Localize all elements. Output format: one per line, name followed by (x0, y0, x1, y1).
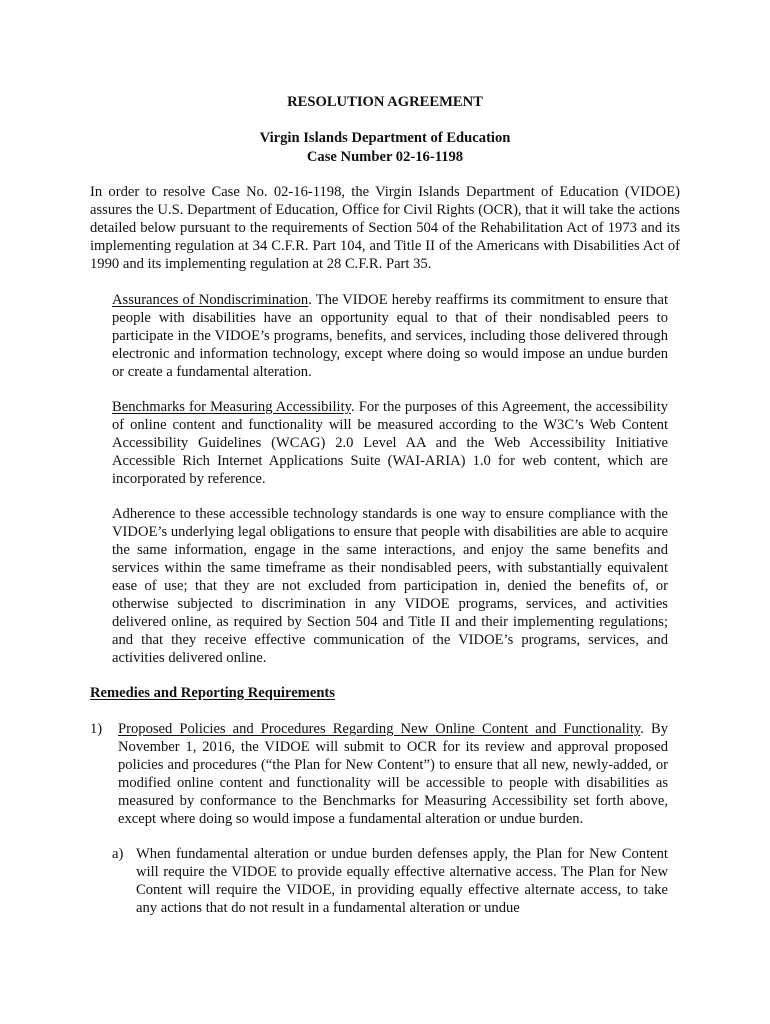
item-a-marker: a) (112, 846, 124, 862)
assurances-paragraph (112, 291, 668, 381)
adherence-paragraph: Adherence to these accessible technology standards is one way to ensure compliance with the VIDOE’s underlying legal obligations to ensure that people with disabilities are able to acquire the same information, engage in the same interactions, and enjoy the same benefits and services within the same timeframe as their nondisabled peers, with substantially equivalent ease of use; that they are not excluded from participation in, denied the benefits of, or otherwise subjected to discrimination in any VIDOE programs, services, and activities delivered online, as required by Section 504 and Title II and their implementing regulations; and that they receive effective communication of the VIDOE’s programs, services, and activities delivered online. (112, 506, 668, 666)
benchmarks-heading: Benchmarks for Measuring Accessibility (112, 399, 351, 415)
remedies-section-heading: Remedies and Reporting Requirements (90, 685, 335, 701)
document-subtitle-agency: Virgin Islands Department of Education (259, 130, 511, 146)
item-1-marker: 1) (90, 721, 103, 737)
item-1-heading: Proposed Policies and Procedures Regarding New Online Content and Functionality (118, 721, 641, 737)
assurances-text: . The VIDOE hereby reaffirms its commitment to ensure that people with disabilities have an opportunity equal to that of their nondisabled peers to participate in the VIDOE’s programs, benefits, and services, including those delivered through electronic and information technology, except where doing so would impose an undue burden or create a fundamental alteration. (112, 292, 668, 380)
assurances-heading: Assurances of Nondiscrimination (112, 292, 309, 308)
document-subtitle-case: Case Number 02-16-1198 (306, 149, 464, 165)
document-title: RESOLUTION AGREEMENT (287, 94, 483, 110)
item-1-text: . By November 1, 2016, the VIDOE will submit to OCR for its review and approval proposed policies and procedures (“the Plan for New Content”) to ensure that all new, newly-added, or modified online content and functionality will be accessible to people with disabilities as measured by conformance to the Benchmarks for Measuring Accessibility set forth above, except where doing so would impose a fundamental alteration or undue burden. (118, 721, 668, 827)
intro-paragraph: In order to resolve Case No. 02-16-1198, the Virgin Islands Department of Education (VIDOE) assures the U.S. Department of Education, Office for Civil Rights (OCR), that it will take the actions detailed below pursuant to the requirements of Section 504 of the Rehabilitation Act of 1973 and its implementing regulation at 34 C.F.R. Part 104, and Title II of the Americans with Disabilities Act of 1990 and its implementing regulation at 28 C.F.R. Part 35. (90, 184, 680, 272)
benchmarks-paragraph (112, 398, 668, 488)
item-1-paragraph (118, 720, 668, 828)
benchmarks-text: . For the purposes of this Agreement, the accessibility of online content and functionality will be measured according to the W3C’s Web Content Accessibility Guidelines (WCAG) 2.0 Level AA and the Web Accessibility Initiative Accessible Rich Internet Applications Suite (WAI-ARIA) 1.0 for web content, which are incorporated by reference. (112, 399, 668, 487)
item-a-paragraph: When fundamental alteration or undue burden defenses apply, the Plan for New Content will require the VIDOE to provide equally effective alternative access. The Plan for New Content will require the VIDOE, in providing equally effective alternate access, to take any actions that do not result in a fundamental alteration or undue (136, 846, 668, 916)
